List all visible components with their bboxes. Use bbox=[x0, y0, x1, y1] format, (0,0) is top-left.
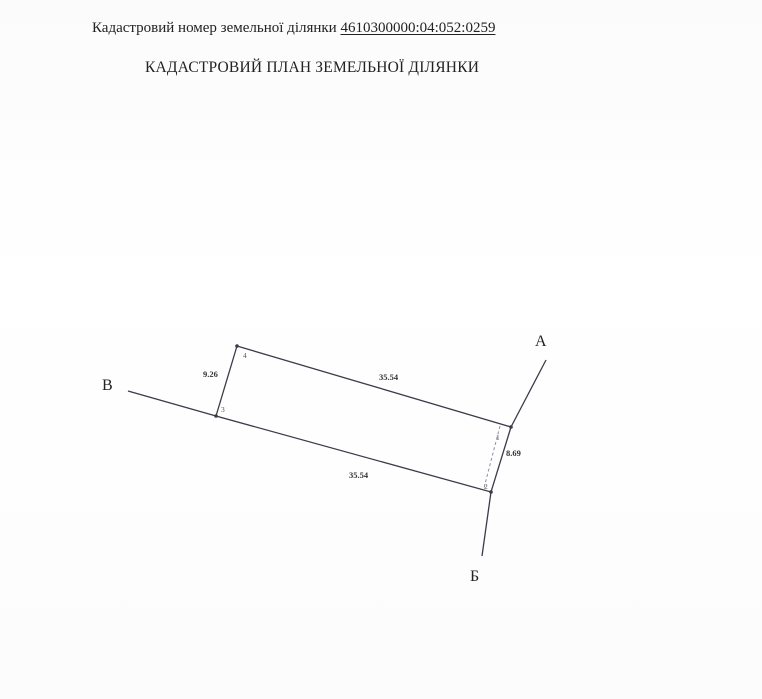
boundary-line-b bbox=[128, 391, 216, 416]
neighbor-label-a: А bbox=[535, 333, 547, 350]
neighbor-label-b: Б bbox=[470, 568, 480, 585]
dimension-top: 35.54 bbox=[379, 372, 399, 382]
neighbor-label-c: В bbox=[102, 377, 113, 394]
dimension-right: 8.69 bbox=[506, 448, 521, 458]
vertex-label-2: 2 bbox=[484, 482, 488, 491]
boundary-line-bb bbox=[482, 492, 491, 556]
cadastral-number-value: 4610300000:04:052:0259 bbox=[340, 20, 496, 36]
vertex-label-1: 1 bbox=[496, 433, 500, 442]
vertex-label-3: 3 bbox=[221, 405, 225, 414]
vertex-point-3 bbox=[214, 414, 218, 418]
vertex-label-4: 4 bbox=[243, 351, 247, 360]
vertex-point-1 bbox=[509, 425, 513, 429]
dimension-left: 9.26 bbox=[203, 369, 218, 379]
vertex-point-4 bbox=[235, 344, 239, 348]
dimension-bottom: 35.54 bbox=[349, 470, 369, 480]
plan-title: КАДАСТРОВИЙ ПЛАН ЗЕМЕЛЬНОЇ ДІЛЯНКИ bbox=[145, 59, 480, 76]
boundary-line-a bbox=[511, 360, 546, 427]
vertex-point-2 bbox=[489, 490, 493, 494]
cadastral-number-label: Кадастровий номер земельної ділянки bbox=[92, 20, 337, 36]
